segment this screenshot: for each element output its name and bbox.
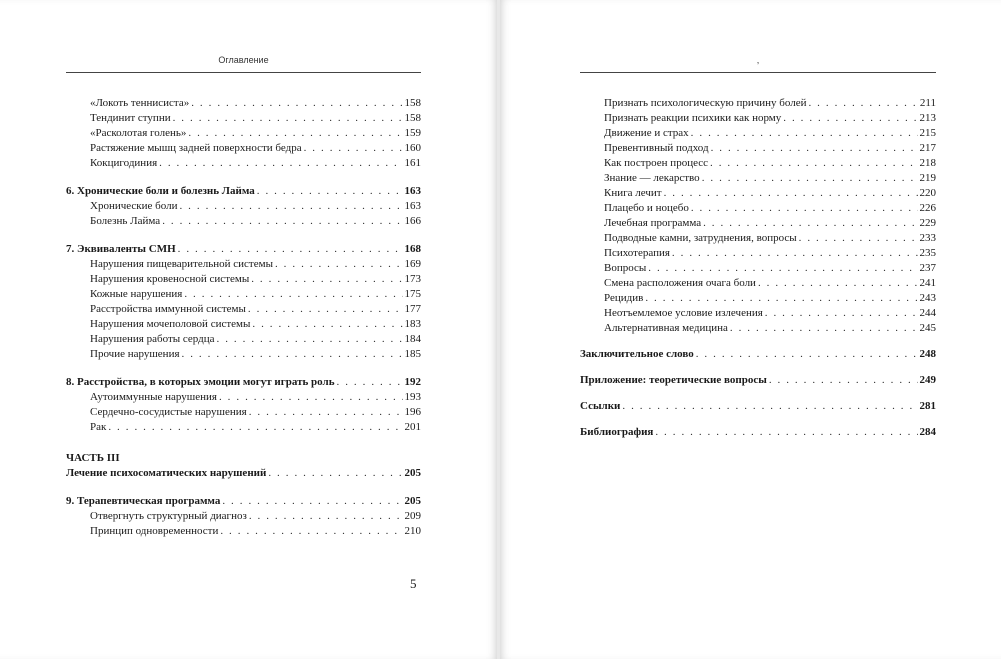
toc-entry[interactable]: Кожные нарушения . . . 175 — [66, 287, 421, 302]
toc-entry[interactable]: Рак . . . 201 — [66, 420, 421, 435]
toc-entry[interactable]: Вопросы . . . 237 — [580, 261, 936, 276]
toc-entry[interactable]: Аутоиммунные нарушения . . . 193 — [66, 390, 421, 405]
toc-entry[interactable]: Болезнь Лайма . . . 166 — [66, 214, 421, 229]
toc-entry[interactable]: Книга лечит . . . 220 — [580, 186, 936, 201]
toc-entry[interactable]: Смена расположения очага боли . . . 241 — [580, 276, 936, 291]
toc-entry[interactable]: «Расколотая голень» . . . 159 — [66, 126, 421, 141]
toc-entry[interactable]: Превентивный подход . . . 217 — [580, 141, 936, 156]
running-head: , — [756, 55, 760, 65]
toc-entry[interactable]: Признать реакции психики как норму . . . 213 — [580, 111, 936, 126]
toc-entry[interactable]: Прочие нарушения . . . 185 — [66, 347, 421, 362]
toc-entry[interactable]: Принцип одновременности . . . 210 — [66, 524, 421, 539]
toc-entry[interactable]: Нарушения мочеполовой системы . . . 183 — [66, 317, 421, 332]
toc-entry[interactable]: Знание — лекарство . . . 219 — [580, 171, 936, 186]
toc-entry[interactable]: Хронические боли . . . 163 — [66, 199, 421, 214]
toc-chapter-7[interactable]: 7. Эквиваленты СМН . . . 168 — [66, 242, 421, 257]
toc-entry[interactable]: Сердечно-сосудистые нарушения . . . 196 — [66, 405, 421, 420]
toc-entry[interactable]: «Локоть теннисиста» . . . 158 — [66, 96, 421, 111]
toc-entry[interactable]: Как построен процесс . . . 218 — [580, 156, 936, 171]
toc-list-left — [66, 96, 421, 539]
toc-entry[interactable]: Тендинит ступни . . . 158 — [66, 111, 421, 126]
toc-entry[interactable]: Движение и страх . . . 215 — [580, 126, 936, 141]
toc-references[interactable]: Ссылки . . . 281 — [580, 399, 936, 414]
toc-list-right — [580, 96, 936, 440]
running-head: Оглавление — [218, 55, 269, 65]
toc-entry[interactable]: Нарушения кровеносной системы . . . 173 — [66, 272, 421, 287]
toc-entry[interactable]: Лечебная программа . . . 229 — [580, 216, 936, 231]
toc-bibliography[interactable]: Библиография . . . 284 — [580, 425, 936, 440]
toc-entry[interactable]: Альтернативная медицина . . . 245 — [580, 321, 936, 336]
toc-chapter-9[interactable]: 9. Терапевтическая программа . . . 205 — [66, 494, 421, 509]
part-label: ЧАСТЬ III — [66, 452, 120, 464]
page-number: 5 — [410, 576, 417, 591]
right-page — [500, 0, 1001, 659]
toc-entry[interactable]: Подводные камни, затруднения, вопросы . . . 233 — [580, 231, 936, 246]
header-rule — [580, 72, 936, 73]
toc-conclusion[interactable]: Заключительное слово . . . 248 — [580, 347, 936, 362]
toc-chapter-6[interactable]: 6. Хронические боли и болезнь Лайма . . . 163 — [66, 184, 421, 199]
toc-part-3-title[interactable]: Лечение психосоматических нарушений . . . 205 — [66, 466, 421, 481]
toc-entry[interactable]: Плацебо и ноцебо . . . 226 — [580, 201, 936, 216]
toc-entry[interactable]: Психотерапия . . . 235 — [580, 246, 936, 261]
toc-entry[interactable]: Растяжение мышц задней поверхности бедра . . . 160 — [66, 141, 421, 156]
toc-appendix[interactable]: Приложение: теоретические вопросы . . . 249 — [580, 373, 936, 388]
toc-chapter-8[interactable]: 8. Расстройства, в которых эмоции могут играть роль . . . 192 — [66, 375, 421, 390]
toc-entry[interactable]: Нарушения работы сердца . . . 184 — [66, 332, 421, 347]
toc-entry[interactable]: Неотъемлемое условие излечения . . . 244 — [580, 306, 936, 321]
left-page — [0, 0, 497, 659]
toc-entry[interactable]: Кокцигодиния . . . 161 — [66, 156, 421, 171]
toc-entry[interactable]: Признать психологическую причину болей . . . 211 — [580, 96, 936, 111]
toc-entry[interactable]: Отвергнуть структурный диагноз . . . 209 — [66, 509, 421, 524]
toc-entry[interactable]: Расстройства иммунной системы . . . 177 — [66, 302, 421, 317]
header-rule — [66, 72, 421, 73]
toc-entry[interactable]: Нарушения пищеварительной системы . . . 169 — [66, 257, 421, 272]
toc-entry[interactable]: Рецидив . . . 243 — [580, 291, 936, 306]
